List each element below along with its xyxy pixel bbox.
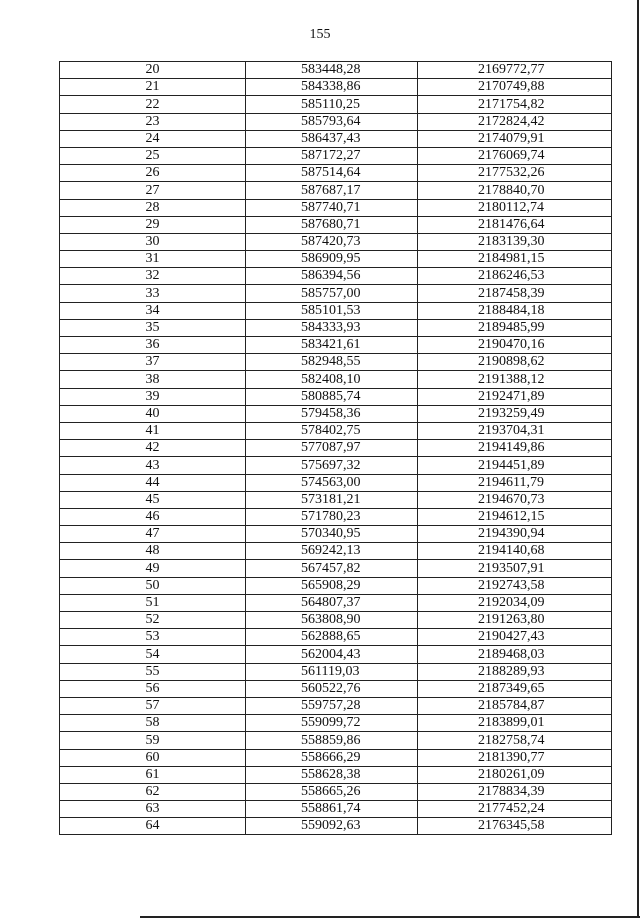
x-coordinate-cell: 559757,28 xyxy=(246,697,418,714)
x-coordinate-cell: 586437,43 xyxy=(246,130,418,147)
y-coordinate-cell: 2193704,31 xyxy=(418,422,612,439)
page-number: 155 xyxy=(309,27,331,42)
table-row xyxy=(60,766,612,783)
y-coordinate-cell: 2169772,77 xyxy=(418,62,612,79)
table-row xyxy=(60,474,612,491)
point-number-cell: 20 xyxy=(60,62,246,79)
x-coordinate-cell: 583421,61 xyxy=(246,337,418,354)
x-coordinate-cell: 558665,26 xyxy=(246,783,418,800)
point-number-cell: 38 xyxy=(60,371,246,388)
x-coordinate-cell: 582408,10 xyxy=(246,371,418,388)
point-number-cell: 35 xyxy=(60,319,246,336)
point-number-cell: 23 xyxy=(60,113,246,130)
x-coordinate-cell: 582948,55 xyxy=(246,354,418,371)
y-coordinate-cell: 2192471,89 xyxy=(418,388,612,405)
table-row xyxy=(60,251,612,268)
point-number-cell: 52 xyxy=(60,612,246,629)
table-row xyxy=(60,543,612,560)
table-row xyxy=(60,783,612,800)
y-coordinate-cell: 2172824,42 xyxy=(418,113,612,130)
x-coordinate-cell: 563808,90 xyxy=(246,612,418,629)
table-row xyxy=(60,715,612,732)
y-coordinate-cell: 2176345,58 xyxy=(418,818,612,835)
point-number-cell: 27 xyxy=(60,182,246,199)
point-number-cell: 21 xyxy=(60,79,246,96)
point-number-cell: 33 xyxy=(60,285,246,302)
y-coordinate-cell: 2192743,58 xyxy=(418,577,612,594)
y-coordinate-cell: 2194451,89 xyxy=(418,457,612,474)
table-row xyxy=(60,354,612,371)
x-coordinate-cell: 575697,32 xyxy=(246,457,418,474)
y-coordinate-cell: 2193507,91 xyxy=(418,560,612,577)
y-coordinate-cell: 2190427,43 xyxy=(418,629,612,646)
y-coordinate-cell: 2190470,16 xyxy=(418,337,612,354)
x-coordinate-cell: 579458,36 xyxy=(246,405,418,422)
table-row xyxy=(60,371,612,388)
y-coordinate-cell: 2194390,94 xyxy=(418,526,612,543)
coordinate-table xyxy=(59,61,612,835)
scan-edge-bottom xyxy=(140,916,640,918)
point-number-cell: 45 xyxy=(60,491,246,508)
x-coordinate-cell: 587514,64 xyxy=(246,165,418,182)
point-number-cell: 40 xyxy=(60,405,246,422)
x-coordinate-cell: 580885,74 xyxy=(246,388,418,405)
y-coordinate-cell: 2170749,88 xyxy=(418,79,612,96)
x-coordinate-cell: 559099,72 xyxy=(246,715,418,732)
point-number-cell: 57 xyxy=(60,697,246,714)
point-number-cell: 25 xyxy=(60,147,246,164)
y-coordinate-cell: 2190898,62 xyxy=(418,354,612,371)
y-coordinate-cell: 2188484,18 xyxy=(418,302,612,319)
y-coordinate-cell: 2178834,39 xyxy=(418,783,612,800)
point-number-cell: 39 xyxy=(60,388,246,405)
table-row xyxy=(60,818,612,835)
x-coordinate-cell: 558628,38 xyxy=(246,766,418,783)
x-coordinate-cell: 558666,29 xyxy=(246,749,418,766)
table-row xyxy=(60,113,612,130)
point-number-cell: 48 xyxy=(60,543,246,560)
y-coordinate-cell: 2188289,93 xyxy=(418,663,612,680)
table-row xyxy=(60,612,612,629)
x-coordinate-cell: 584333,93 xyxy=(246,319,418,336)
y-coordinate-cell: 2171754,82 xyxy=(418,96,612,113)
y-coordinate-cell: 2194612,15 xyxy=(418,508,612,525)
y-coordinate-cell: 2184981,15 xyxy=(418,251,612,268)
point-number-cell: 34 xyxy=(60,302,246,319)
table-row xyxy=(60,422,612,439)
x-coordinate-cell: 564807,37 xyxy=(246,594,418,611)
x-coordinate-cell: 585757,00 xyxy=(246,285,418,302)
y-coordinate-cell: 2187458,39 xyxy=(418,285,612,302)
y-coordinate-cell: 2191388,12 xyxy=(418,371,612,388)
point-number-cell: 36 xyxy=(60,337,246,354)
x-coordinate-cell: 559092,63 xyxy=(246,818,418,835)
x-coordinate-cell: 578402,75 xyxy=(246,422,418,439)
table-row xyxy=(60,405,612,422)
y-coordinate-cell: 2180261,09 xyxy=(418,766,612,783)
point-number-cell: 30 xyxy=(60,233,246,250)
coordinate-table-body xyxy=(60,62,612,835)
table-row xyxy=(60,130,612,147)
x-coordinate-cell: 586394,56 xyxy=(246,268,418,285)
point-number-cell: 37 xyxy=(60,354,246,371)
x-coordinate-cell: 573181,21 xyxy=(246,491,418,508)
y-coordinate-cell: 2193259,49 xyxy=(418,405,612,422)
point-number-cell: 62 xyxy=(60,783,246,800)
point-number-cell: 63 xyxy=(60,801,246,818)
table-row xyxy=(60,508,612,525)
point-number-cell: 31 xyxy=(60,251,246,268)
table-row xyxy=(60,216,612,233)
x-coordinate-cell: 584338,86 xyxy=(246,79,418,96)
y-coordinate-cell: 2177532,26 xyxy=(418,165,612,182)
x-coordinate-cell: 574563,00 xyxy=(246,474,418,491)
table-row xyxy=(60,801,612,818)
y-coordinate-cell: 2192034,09 xyxy=(418,594,612,611)
x-coordinate-cell: 577087,97 xyxy=(246,440,418,457)
point-number-cell: 28 xyxy=(60,199,246,216)
point-number-cell: 55 xyxy=(60,663,246,680)
y-coordinate-cell: 2182758,74 xyxy=(418,732,612,749)
table-row xyxy=(60,337,612,354)
y-coordinate-cell: 2194611,79 xyxy=(418,474,612,491)
table-row xyxy=(60,233,612,250)
table-row xyxy=(60,165,612,182)
table-row xyxy=(60,96,612,113)
point-number-cell: 26 xyxy=(60,165,246,182)
y-coordinate-cell: 2180112,74 xyxy=(418,199,612,216)
point-number-cell: 51 xyxy=(60,594,246,611)
table-row xyxy=(60,663,612,680)
table-row xyxy=(60,749,612,766)
point-number-cell: 32 xyxy=(60,268,246,285)
x-coordinate-cell: 586909,95 xyxy=(246,251,418,268)
point-number-cell: 61 xyxy=(60,766,246,783)
point-number-cell: 47 xyxy=(60,526,246,543)
table-row xyxy=(60,680,612,697)
x-coordinate-cell: 570340,95 xyxy=(246,526,418,543)
point-number-cell: 43 xyxy=(60,457,246,474)
table-row xyxy=(60,646,612,663)
y-coordinate-cell: 2189468,03 xyxy=(418,646,612,663)
point-number-cell: 42 xyxy=(60,440,246,457)
table-row xyxy=(60,457,612,474)
y-coordinate-cell: 2183899,01 xyxy=(418,715,612,732)
point-number-cell: 58 xyxy=(60,715,246,732)
y-coordinate-cell: 2178840,70 xyxy=(418,182,612,199)
table-row xyxy=(60,79,612,96)
point-number-cell: 56 xyxy=(60,680,246,697)
y-coordinate-cell: 2176069,74 xyxy=(418,147,612,164)
y-coordinate-cell: 2189485,99 xyxy=(418,319,612,336)
table-row xyxy=(60,732,612,749)
x-coordinate-cell: 585793,64 xyxy=(246,113,418,130)
x-coordinate-cell: 567457,82 xyxy=(246,560,418,577)
point-number-cell: 64 xyxy=(60,818,246,835)
point-number-cell: 60 xyxy=(60,749,246,766)
table-row xyxy=(60,560,612,577)
y-coordinate-cell: 2194670,73 xyxy=(418,491,612,508)
x-coordinate-cell: 558861,74 xyxy=(246,801,418,818)
point-number-cell: 24 xyxy=(60,130,246,147)
table-row xyxy=(60,268,612,285)
y-coordinate-cell: 2186246,53 xyxy=(418,268,612,285)
y-coordinate-cell: 2194149,86 xyxy=(418,440,612,457)
x-coordinate-cell: 558859,86 xyxy=(246,732,418,749)
table-row xyxy=(60,199,612,216)
y-coordinate-cell: 2194140,68 xyxy=(418,543,612,560)
x-coordinate-cell: 587680,71 xyxy=(246,216,418,233)
y-coordinate-cell: 2181390,77 xyxy=(418,749,612,766)
x-coordinate-cell: 569242,13 xyxy=(246,543,418,560)
y-coordinate-cell: 2177452,24 xyxy=(418,801,612,818)
point-number-cell: 50 xyxy=(60,577,246,594)
table-row xyxy=(60,147,612,164)
table-row xyxy=(60,594,612,611)
point-number-cell: 29 xyxy=(60,216,246,233)
table-row xyxy=(60,491,612,508)
x-coordinate-cell: 565908,29 xyxy=(246,577,418,594)
x-coordinate-cell: 585110,25 xyxy=(246,96,418,113)
y-coordinate-cell: 2181476,64 xyxy=(418,216,612,233)
x-coordinate-cell: 560522,76 xyxy=(246,680,418,697)
table-row xyxy=(60,629,612,646)
x-coordinate-cell: 587420,73 xyxy=(246,233,418,250)
x-coordinate-cell: 562888,65 xyxy=(246,629,418,646)
table-row xyxy=(60,697,612,714)
scan-edge-right xyxy=(637,0,639,918)
table-row xyxy=(60,526,612,543)
y-coordinate-cell: 2191263,80 xyxy=(418,612,612,629)
x-coordinate-cell: 585101,53 xyxy=(246,302,418,319)
x-coordinate-cell: 571780,23 xyxy=(246,508,418,525)
y-coordinate-cell: 2174079,91 xyxy=(418,130,612,147)
x-coordinate-cell: 562004,43 xyxy=(246,646,418,663)
x-coordinate-cell: 587687,17 xyxy=(246,182,418,199)
table-row xyxy=(60,285,612,302)
table-row xyxy=(60,577,612,594)
point-number-cell: 54 xyxy=(60,646,246,663)
point-number-cell: 41 xyxy=(60,422,246,439)
point-number-cell: 49 xyxy=(60,560,246,577)
x-coordinate-cell: 587172,27 xyxy=(246,147,418,164)
table-row xyxy=(60,319,612,336)
table-row xyxy=(60,388,612,405)
y-coordinate-cell: 2185784,87 xyxy=(418,697,612,714)
y-coordinate-cell: 2187349,65 xyxy=(418,680,612,697)
point-number-cell: 22 xyxy=(60,96,246,113)
table-row xyxy=(60,440,612,457)
point-number-cell: 59 xyxy=(60,732,246,749)
x-coordinate-cell: 561119,03 xyxy=(246,663,418,680)
x-coordinate-cell: 587740,71 xyxy=(246,199,418,216)
point-number-cell: 53 xyxy=(60,629,246,646)
point-number-cell: 46 xyxy=(60,508,246,525)
y-coordinate-cell: 2183139,30 xyxy=(418,233,612,250)
x-coordinate-cell: 583448,28 xyxy=(246,62,418,79)
table-row xyxy=(60,302,612,319)
table-row xyxy=(60,182,612,199)
table-row xyxy=(60,62,612,79)
point-number-cell: 44 xyxy=(60,474,246,491)
